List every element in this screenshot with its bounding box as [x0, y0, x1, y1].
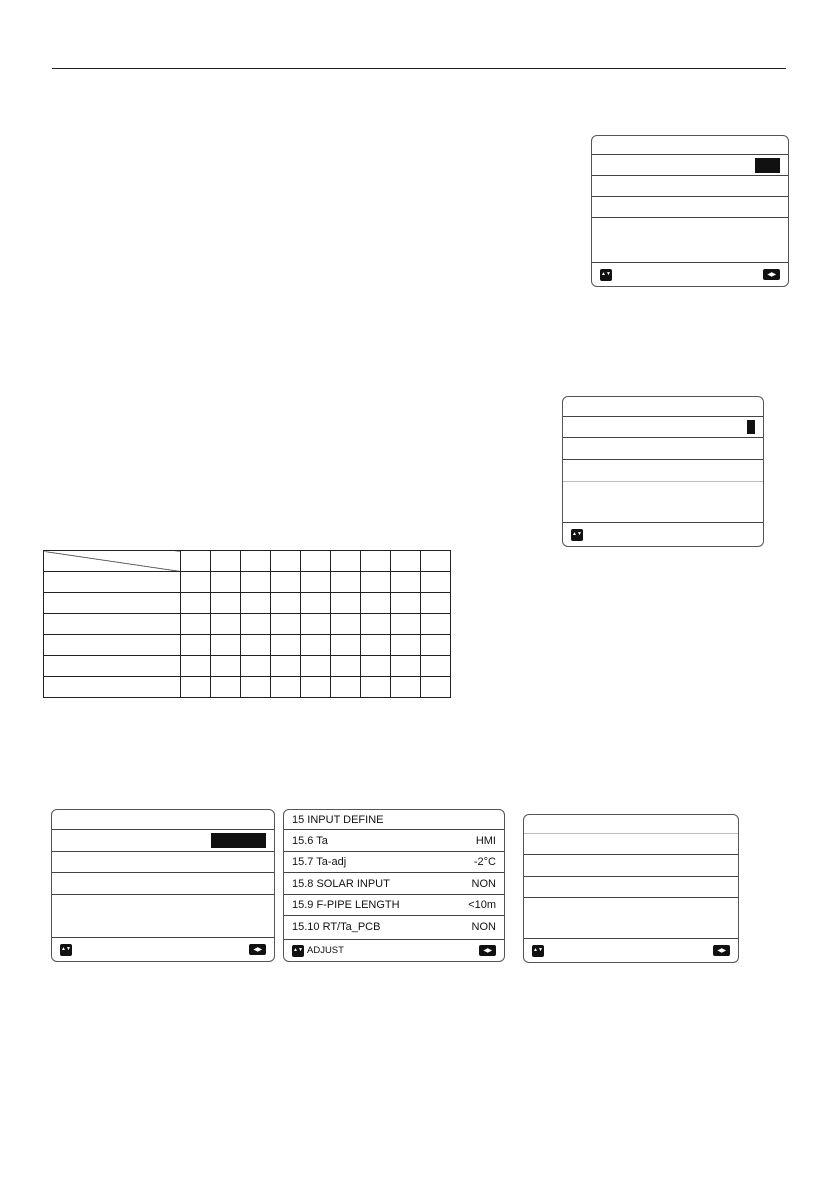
panel-row[interactable] [563, 438, 763, 460]
parameter-table [43, 550, 451, 698]
panel-row[interactable] [52, 830, 274, 852]
left-right-arrow-icon[interactable]: ◀▶ [479, 945, 496, 956]
setting-value[interactable]: -2°C [473, 856, 496, 868]
table-row [44, 656, 451, 677]
panel-row[interactable] [592, 197, 788, 218]
panel-title-row [284, 810, 504, 830]
setting-row-ta[interactable] [284, 830, 504, 852]
table-row [44, 551, 451, 572]
panel-row[interactable] [563, 460, 763, 482]
setting-label: 15.10 RT/Ta_PCB [292, 920, 381, 933]
table-row [44, 593, 451, 614]
left-right-arrow-icon[interactable]: ◀▶ [713, 945, 730, 956]
up-down-arrow-icon[interactable]: ▲▼ [292, 945, 304, 957]
setting-row-rt-ta-pcb[interactable] [284, 916, 504, 937]
text-cursor [747, 420, 755, 434]
setting-label: 15.7 Ta-adj [292, 856, 347, 868]
left-right-arrow-icon[interactable]: ◀▶ [763, 269, 780, 280]
panel-footer [524, 938, 738, 962]
setting-label: 15.6 Ta [292, 834, 328, 847]
table-row [44, 635, 451, 656]
panel-row[interactable] [592, 218, 788, 239]
settings-panel-1 [591, 135, 789, 287]
panel-row[interactable] [592, 155, 788, 176]
adjust-label: ADJUST [307, 945, 344, 956]
panel-footer [563, 522, 763, 546]
panel-row[interactable] [524, 855, 738, 877]
setting-label: 15.9 F-PIPE LENGTH [292, 899, 400, 911]
panel-title-row [563, 397, 763, 417]
setting-row-ta-adj[interactable] [284, 852, 504, 873]
panel-row[interactable] [52, 852, 274, 873]
setting-value[interactable]: HMI [475, 834, 496, 847]
input-define-panel [283, 809, 505, 962]
panel-row[interactable] [592, 176, 788, 197]
setting-label: 15.8 SOLAR INPUT [292, 877, 390, 890]
panel-footer [284, 939, 504, 961]
setting-value[interactable]: NON [471, 920, 496, 933]
panel-row[interactable] [563, 417, 763, 438]
settings-panel-3 [51, 809, 275, 962]
panel-row[interactable] [52, 895, 274, 916]
setting-value[interactable]: NON [471, 877, 496, 890]
selected-value[interactable] [755, 158, 780, 173]
header-rule [52, 68, 786, 69]
panel-row[interactable] [524, 834, 738, 855]
table-row [44, 572, 451, 593]
setting-row-f-pipe-length[interactable] [284, 895, 504, 916]
left-right-arrow-icon[interactable]: ◀▶ [249, 944, 266, 955]
table-header-diagonal-cell [44, 551, 181, 572]
panel-title-row [592, 136, 788, 155]
panel-title-row [524, 815, 738, 834]
table-row [44, 614, 451, 635]
up-down-arrow-icon[interactable]: ▲▼ [600, 269, 612, 281]
settings-panel-5 [523, 814, 739, 963]
panel-footer [52, 937, 274, 961]
setting-row-solar-input[interactable] [284, 873, 504, 895]
panel-row[interactable] [563, 482, 763, 504]
up-down-arrow-icon[interactable]: ▲▼ [571, 529, 583, 541]
settings-panel-2 [562, 396, 764, 547]
table-row [44, 677, 451, 698]
panel-row[interactable] [524, 877, 738, 898]
panel-footer [592, 262, 788, 286]
up-down-arrow-icon[interactable]: ▲▼ [532, 945, 544, 957]
setting-value[interactable]: <10m [468, 899, 496, 911]
selected-value[interactable] [211, 833, 266, 848]
up-down-arrow-icon[interactable]: ▲▼ [60, 944, 72, 956]
panel-row[interactable] [52, 873, 274, 895]
panel-title: 15 INPUT DEFINE [292, 813, 384, 826]
panel-title-row [52, 810, 274, 830]
panel-row[interactable] [524, 898, 738, 920]
